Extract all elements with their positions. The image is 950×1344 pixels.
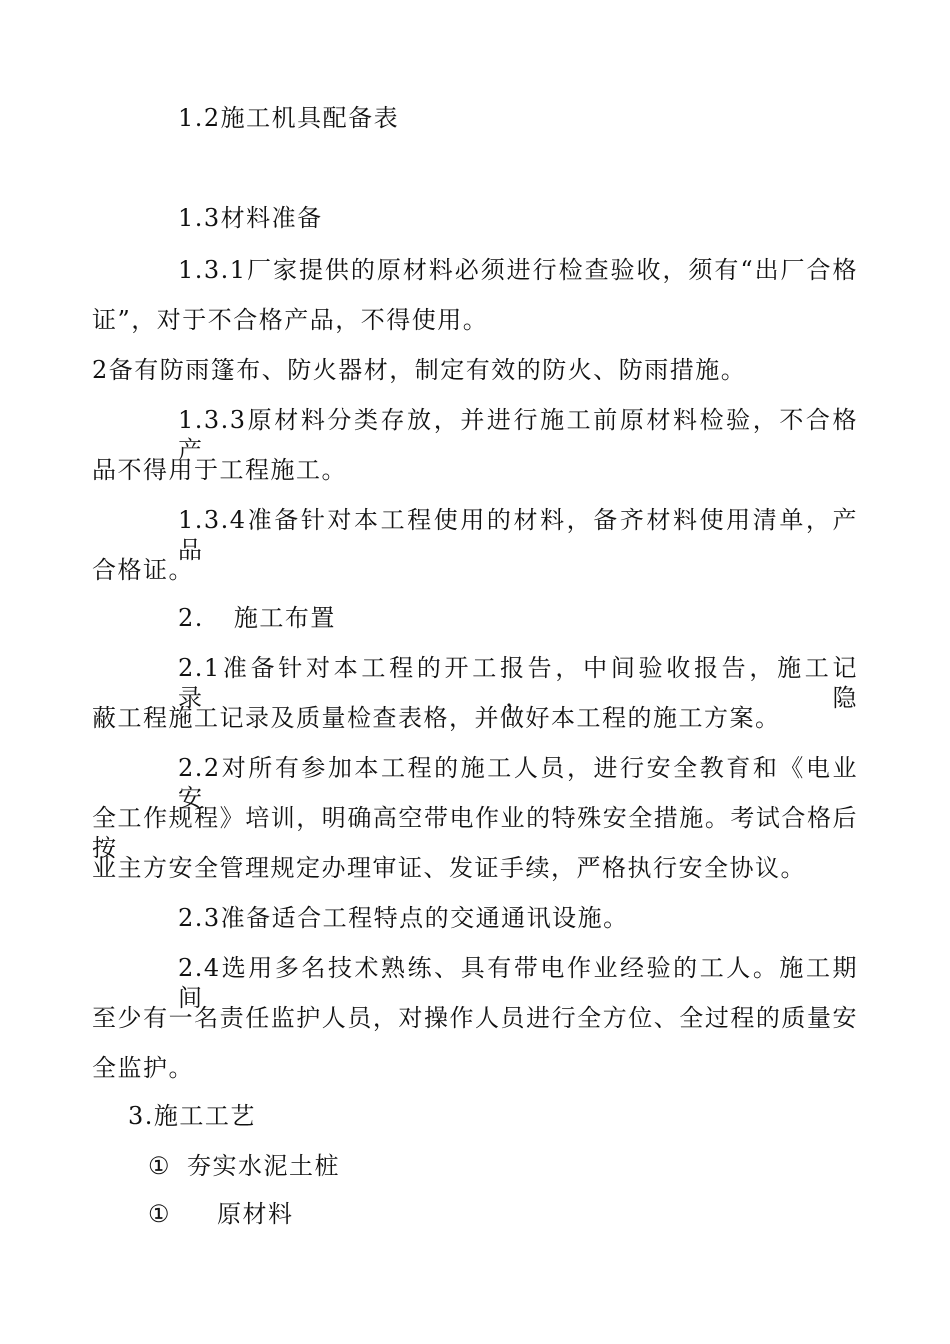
circled-number-marker: ① xyxy=(148,1200,172,1228)
section-heading-1-3: 1.3材料准备 xyxy=(178,204,323,232)
list-item-text: 原材料 xyxy=(217,1200,294,1228)
paragraph-2-3: 2.3准备适合工程特点的交通通讯设施。 xyxy=(178,904,629,932)
list-item-raw-materials xyxy=(148,1199,294,1229)
paragraph-1-3-4-line2: 合格证。 xyxy=(92,556,194,584)
paragraph-2-1-line1: 2.1准备针对本工程的开工报告，中间验收报告，施工记录，隐 xyxy=(178,654,858,712)
paragraph-2-4-line3: 全监护。 xyxy=(92,1054,194,1082)
paragraph-2-4-line1: 2.4选用多名技术熟练、具有带电作业经验的工人。施工期间 xyxy=(178,954,858,1012)
list-item-compacted-cement-soil-pile xyxy=(148,1151,340,1181)
section-title: 施工布置 xyxy=(233,604,336,632)
paragraph-2-2-line3: 业主方安全管理规定办理审证、发证手续，严格执行安全协议。 xyxy=(92,854,806,882)
section-heading-1-2: 1.2施工机具配备表 xyxy=(178,104,400,132)
paragraph-1-3-4-line1: 1.3.4准备针对本工程使用的材料，备齐材料使用清单，产品 xyxy=(178,506,858,564)
paragraph-1-3-3-line1: 1.3.3原材料分类存放，并进行施工前原材料检验，不合格产 xyxy=(178,406,858,464)
list-item-text: 夯实水泥土桩 xyxy=(187,1152,341,1180)
paragraph-1-3-1-line2: 证”，对于不合格产品，不得使用。 xyxy=(92,306,489,334)
paragraph-2-4-line2: 至少有一名责任监护人员，对操作人员进行全方位、全过程的质量安 xyxy=(92,1004,858,1032)
section-heading-3: 3.施工工艺 xyxy=(128,1102,256,1130)
paragraph-2-2-line1: 2.2对所有参加本工程的施工人员，进行安全教育和《电业安 xyxy=(178,754,858,812)
paragraph-2-2-line2: 全工作规程》培训，明确高空带电作业的特殊安全措施。考试合格后按 xyxy=(92,804,858,862)
paragraph-1-3-3-line2: 品不得用于工程施工。 xyxy=(92,456,347,484)
paragraph-2-1-line2: 蔽工程施工记录及质量检查表格，并做好本工程的施工方案。 xyxy=(92,704,781,732)
circled-number-marker: ① xyxy=(148,1152,172,1180)
section-heading-2 xyxy=(178,603,336,633)
paragraph-1-3-1-line1: 1.3.1厂家提供的原材料必须进行检查验收，须有“出厂合格 xyxy=(178,256,858,284)
paragraph-1-3-2: 2备有防雨篷布、防火器材，制定有效的防火、防雨措施。 xyxy=(92,356,747,384)
section-number: 2. xyxy=(178,604,204,632)
